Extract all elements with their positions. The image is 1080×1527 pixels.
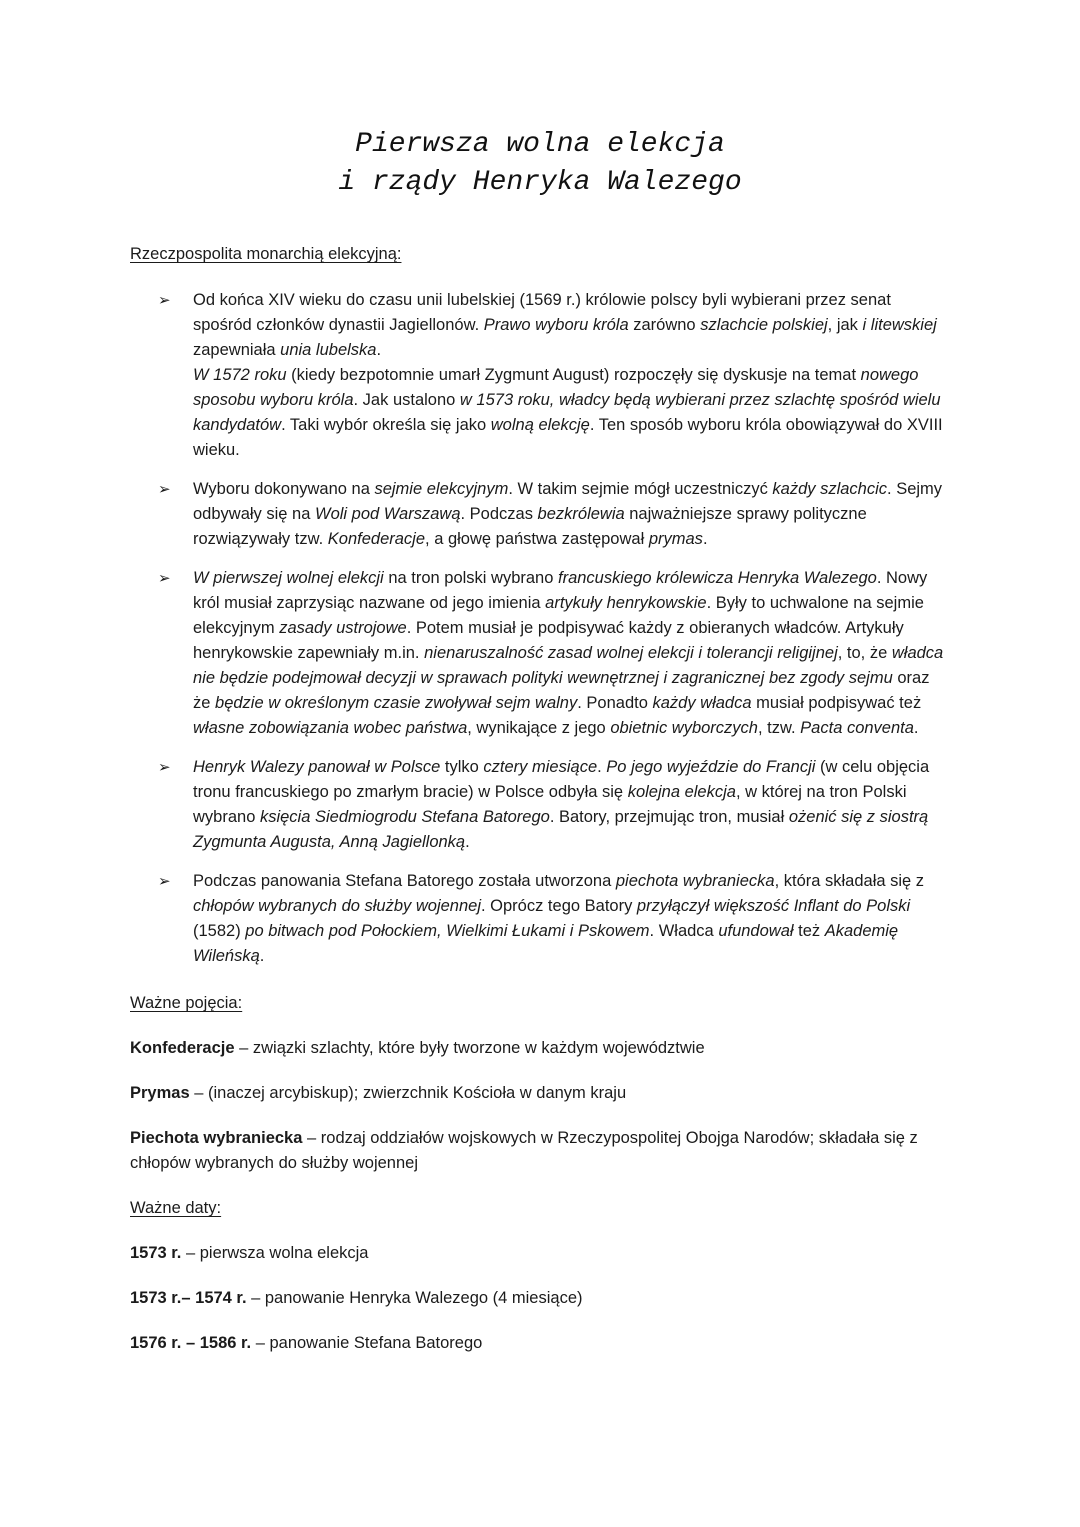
bullet-item <box>130 477 950 552</box>
bullet-arrow-icon: ➢ <box>158 872 171 890</box>
bullet-item <box>130 869 950 969</box>
section-heading-terms: Ważne pojęcia: <box>130 994 243 1012</box>
bullet-text: Wyboru dokonywano na sejmie elekcyjnym. W takim sejmie mógł uczestniczyć każdy szlachcic. Sejmy odbywały się na Woli pod Warszawą. Podczas bezkrólewia najważniejsze sprawy polityczne rozwiązywały tzw. Konfederacje, a głowę państwa zastępował prymas. <box>193 480 943 548</box>
bullet-text: W pierwszej wolnej elekcji na tron polski wybrano francuskiego królewicza Henryka Walezego. Nowy król musiał zaprzysiąc nazwane od jego imienia artykuły henrykowskie. Były to uchwalone na sejmie elekcyjnym zasady ustrojowe. Potem musiał je podpisywać każdy z obieranych władców. Artykuły henrykowskie zapewniały m.in. nienaruszalność zasad wolnej elekcji i tolerancji religijnej, to, że władca nie będzie podejmował decyzji w sprawach polityki wewnętrznej i zagranicznej bez zgody sejmu oraz że będzie w określonym czasie zwoływał sejm walny. Ponadto każdy władca musiał podpisywać też własne zobowiązania wobec państwa, wynikające z jego obietnic wyborczych, tzw. Pacta conventa. <box>193 569 944 737</box>
bullet-item <box>130 566 950 741</box>
bullet-text: Od końca XIV wieku do czasu unii lubelskiej (1569 r.) królowie polscy byli wybierani przez senat spośród członków dynastii Jagiellonów. Prawo wyboru króla zarówno szlachcie polskiej, jak i litewskiej zapewniała unia lubelska. W 1572 roku (kiedy bezpotomnie umarł Zygmunt August) rozpoczęły się dyskusje na temat nowego sposobu wyboru króla. Jak ustalono w 1573 roku, władcy będą wybierani przez szlachtę spośród wielu kandydatów. Taki wybór określa się jako wolną elekcję. Ten sposób wyboru króla obowiązywał do XVIII wieku. <box>193 291 943 459</box>
bullet-list <box>130 288 950 969</box>
title-line-1: Pierwsza wolna elekcja <box>355 129 725 160</box>
section-heading-dates: Ważne daty: <box>130 1199 222 1217</box>
bullet-item <box>130 755 950 855</box>
bullet-arrow-icon: ➢ <box>158 758 171 776</box>
bullet-text: Podczas panowania Stefana Batorego została utworzona piechota wybraniecka, która składała się z chłopów wybranych do służby wojennej. Oprócz tego Batory przyłączył większość Inflant do Polski (1582) po bitwach pod Połockiem, Wielkimi Łukami i Pskowem. Władca ufundował też Akademię Wileńską. <box>193 872 925 965</box>
title-line-2: i rządy Henryka Walezego <box>338 167 742 198</box>
term-definition-piechota-wybraniecka: Piechota wybraniecka – rodzaj oddziałów wojskowych w Rzeczypospolitej Obojga Narodów; składała się z chłopów wybranych do służby wojennej <box>130 1129 918 1172</box>
bullet-text: Henryk Walezy panował w Polsce tylko cztery miesiące. Po jego wyjeździe do Francji (w celu objęcia tronu francuskiego po zmarłym bracie) w Polsce odbyła się kolejna elekcja, w której na tron Polski wybrano księcia Siedmiogrodu Stefana Batorego. Batory, przejmując tron, musiał ożenić się z siostrą Zygmunta Augusta, Anną Jagiellonką. <box>193 758 930 851</box>
bullet-item <box>130 288 950 463</box>
date-entry-1576-1586: 1576 r. – 1586 r. – panowanie Stefana Batorego <box>130 1334 483 1352</box>
term-definition-konfederacje: Konfederacje – związki szlachty, które były tworzone w każdym województwie <box>130 1039 705 1057</box>
date-entry-1573: 1573 r. – pierwsza wolna elekcja <box>130 1244 369 1262</box>
bullet-arrow-icon: ➢ <box>158 291 171 309</box>
bullet-arrow-icon: ➢ <box>158 569 171 587</box>
document-title <box>130 126 950 202</box>
term-definition-prymas: Prymas – (inaczej arcybiskup); zwierzchnik Kościoła w danym kraju <box>130 1084 627 1102</box>
bullet-arrow-icon: ➢ <box>158 480 171 498</box>
date-entry-1573-1574: 1573 r.– 1574 r. – panowanie Henryka Walezego (4 miesiące) <box>130 1289 583 1307</box>
section-heading-elective-monarchy: Rzeczpospolita monarchią elekcyjną: <box>130 245 402 263</box>
